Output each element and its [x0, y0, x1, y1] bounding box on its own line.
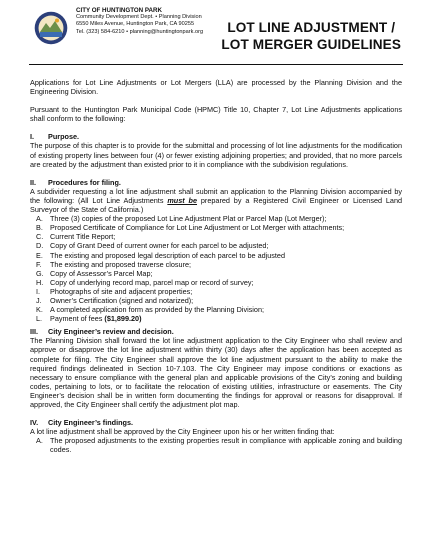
list-item-letter: B. [36, 223, 43, 233]
document-title-line-1: LOT LINE ADJUSTMENT / [227, 20, 396, 35]
list-item [34, 287, 402, 296]
list-item-letter: A. [36, 214, 43, 224]
list-item [34, 260, 402, 269]
list-item [34, 269, 402, 278]
document-title [221, 19, 401, 53]
list-item [34, 214, 402, 223]
section-heading-findings: IV. City Engineer’s findings. [30, 418, 133, 428]
section-purpose-text: The purpose of this chapter is to provide for the submittal and processing of lot line adjustments for the modification of existing property lines between four (4) or fewer existing adjoining properties; and provided, that no more parcels are created by the adjustment than existed prior to it in compliance with the subdivision regulations. [30, 141, 402, 169]
findings-list [30, 436, 402, 454]
list-item-fee [34, 314, 402, 323]
list-item-text: Copy of underlying record map, parcel map or record of survey; [50, 277, 254, 287]
organization-info [76, 7, 203, 36]
list-item-text: The proposed adjustments to the existing properties result in compliance with applicable zoning and building codes. [50, 436, 402, 455]
list-item-text: A completed application form as provided by the Planning Division; [50, 305, 264, 315]
list-item-text: Proposed Certificate of Compliance for Lot Line Adjustment or Lot Merger with attachments; [50, 223, 345, 233]
document-body [30, 78, 402, 458]
list-item-text: Payment of fees [50, 314, 105, 324]
list-item [34, 251, 402, 260]
city-seal-icon [34, 11, 68, 45]
list-item-letter: H. [36, 277, 44, 287]
letterhead [29, 5, 403, 65]
intro-paragraph-2: Pursuant to the Huntington Park Municipal Code (HPMC) Title 10, Chapter 7, Lot Line Adjustments applications shall conform to the following: [30, 105, 402, 124]
list-item-letter: J. [36, 295, 42, 305]
list-item-letter: E. [36, 250, 43, 260]
list-item-text: Owner’s Certification (signed and notarized); [50, 295, 194, 305]
list-item [34, 232, 402, 241]
document-title-line-2: LOT MERGER GUIDELINES [221, 37, 401, 52]
header-divider [29, 64, 403, 65]
list-item-text: Copy of Assessor’s Parcel Map; [50, 268, 153, 278]
contact-info: Tel. (323) 584-6210 • planning@huntingtonpark.org [76, 28, 204, 35]
list-item-letter: C. [36, 232, 44, 242]
section-review-text: The Planning Division shall forward the lot line adjustment application to the City Engineer who shall review and approve or disapprove the lot line adjustment within thirty (30) days after the application has been accepted as complete for filing. The City Engineer shall approve the lot line adjustment pursuant to the ability to make the required findings delineated in Section 10-7.103. The City Engineer may impose conditions or exactions as necessary to ensure compliance with the general plan and applicable provisions of the City’s zoning and building codes, pertaining to lots, or to facilitate the relocation of existing utilities, infrastructure or easements. The City Engineer’s decision shall be in written form documenting the findings for approval or reasons for disapproval. If approved, the City Engineer shall certify the adjustment plot map. [30, 336, 402, 409]
section-procedures-text: A subdivider requesting a lot line adjustment shall submit an application to the Planning Division accompanied by the following: (All Lot Line Adjustments must be prepared by a Registered Civil Engineer or Licensed Land Surveyor of the State of California.) [30, 186, 403, 215]
list-item-text: The existing and proposed traverse closure; [50, 259, 192, 269]
section-heading-review: III. City Engineer’s review and decision. [30, 327, 174, 337]
intro-paragraph-1: Applications for Lot Line Adjustments or Lot Mergers (LLA) are processed by the Planning Division and the Engineering Division. [30, 78, 402, 97]
list-item [34, 305, 402, 314]
list-item-letter: D. [36, 241, 44, 251]
section-heading-procedures: II. Procedures for filing. [30, 177, 121, 187]
list-item-text: Current Title Report; [50, 232, 116, 242]
list-item [34, 296, 402, 305]
list-item-text: Three (3) copies of the proposed Lot Line Adjustment Plat or Parcel Map (Lot Merger); [50, 214, 327, 224]
list-item [34, 278, 402, 287]
list-item-letter: I. [36, 286, 41, 296]
list-item-letter: F. [36, 259, 42, 269]
list-item-text: Copy of Grant Deed of current owner for each parcel to be adjusted; [50, 241, 269, 251]
list-item-letter: A. [36, 436, 43, 446]
list-item-text: Photographs of site and adjacent properties; [50, 286, 193, 296]
office-address: 6550 Miles Avenue, Huntington Park, CA 90255 [76, 21, 195, 28]
filing-requirements-list [30, 214, 402, 323]
list-item-text: The existing and proposed legal description of each parcel to be adjusted [50, 250, 285, 260]
department-name: Community Development Dept. • Planning Division [76, 14, 202, 21]
list-item-letter: G. [36, 268, 44, 278]
section-findings-text: A lot line adjustment shall be approved by the City Engineer upon his or her written finding that: [30, 427, 335, 437]
list-item [34, 241, 402, 250]
list-item-letter: K. [36, 305, 43, 315]
list-item-letter: L. [36, 314, 43, 324]
city-name: CITY OF HUNTINGTON PARK [76, 7, 162, 14]
must-be-emphasis: must be [167, 195, 198, 205]
list-item [34, 223, 402, 232]
fee-amount: ($1,899.20) [104, 314, 142, 324]
list-item [34, 436, 402, 454]
section-heading-purpose: I. Purpose. [30, 132, 80, 142]
